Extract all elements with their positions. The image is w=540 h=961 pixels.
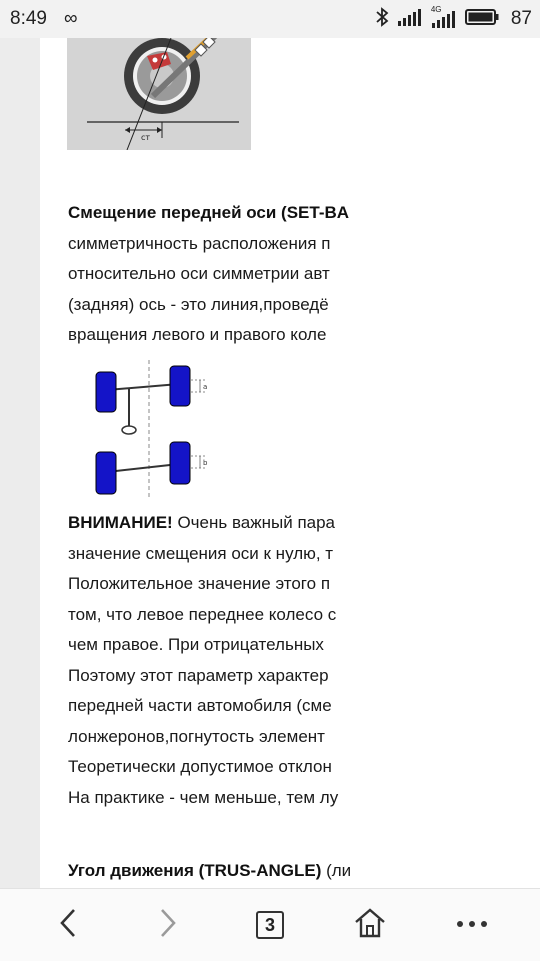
text-line: (задняя) ось - это линия,проведё	[68, 294, 329, 314]
bluetooth-icon	[375, 7, 389, 32]
bottom-navigation-bar	[0, 888, 540, 961]
text-line: Смещение передней оси (SET-BA	[68, 203, 350, 222]
blank-right-pane	[373, 38, 540, 888]
signal-icon	[397, 7, 423, 32]
forward-icon	[158, 907, 178, 944]
text-line: значение смещения оси к нулю, т	[68, 543, 334, 563]
text-line: вращения левого и правого коле	[68, 325, 327, 344]
article-content[interactable]	[40, 38, 373, 888]
signal-4g-icon: 4G	[431, 9, 457, 29]
text-line: лонжеронов,погнутость элемент	[68, 726, 325, 746]
status-icons	[375, 6, 532, 32]
status-time: 8:49	[10, 8, 47, 29]
text-line: Угол движения (TRUS-ANGLE) (ли	[68, 861, 352, 880]
warning-paragraph	[68, 508, 373, 813]
text-line: передней части автомобиля (сме	[68, 696, 332, 715]
setback-paragraph	[68, 198, 373, 351]
text-line: Поэтому этот параметр характер	[68, 665, 329, 685]
battery-icon	[465, 7, 499, 32]
tab-count-badge: 3	[256, 911, 284, 939]
forward-button[interactable]	[138, 889, 198, 961]
axle-setback-diagram-image	[67, 360, 229, 500]
text-line: чем правое. При отрицательных	[68, 635, 324, 654]
tabs-button[interactable]	[240, 889, 300, 961]
diagram-label-a: a	[203, 383, 208, 391]
home-button[interactable]	[340, 889, 400, 961]
more-menu-button[interactable]	[442, 889, 502, 961]
text-line: На практике - чем меньше, тем лу	[68, 787, 339, 807]
battery-percent: 87	[510, 8, 532, 29]
text-line: ВНИМАНИЕ! Очень важный пара	[68, 513, 336, 532]
thrust-angle-paragraph	[68, 856, 373, 887]
text-line: относительно оси симметрии авт	[68, 264, 330, 283]
home-icon	[354, 907, 386, 944]
left-margin-strip	[0, 38, 40, 888]
status-bar	[0, 0, 540, 38]
text-line: Теоретически допустимое отклон	[68, 757, 332, 776]
text-line: том, что левое переднее колесо с	[68, 604, 337, 624]
diagram-label-b: b	[203, 459, 208, 467]
diagram-label-st: ст	[141, 133, 151, 142]
text-line: симметричность расположения п	[68, 233, 331, 253]
infinity-icon: ∞	[64, 8, 78, 29]
back-icon	[58, 907, 78, 944]
text-line: Положительное значение этого п	[68, 574, 331, 593]
more-icon	[455, 916, 489, 934]
wheel-diagram-image	[67, 38, 251, 150]
back-button[interactable]	[38, 889, 98, 961]
